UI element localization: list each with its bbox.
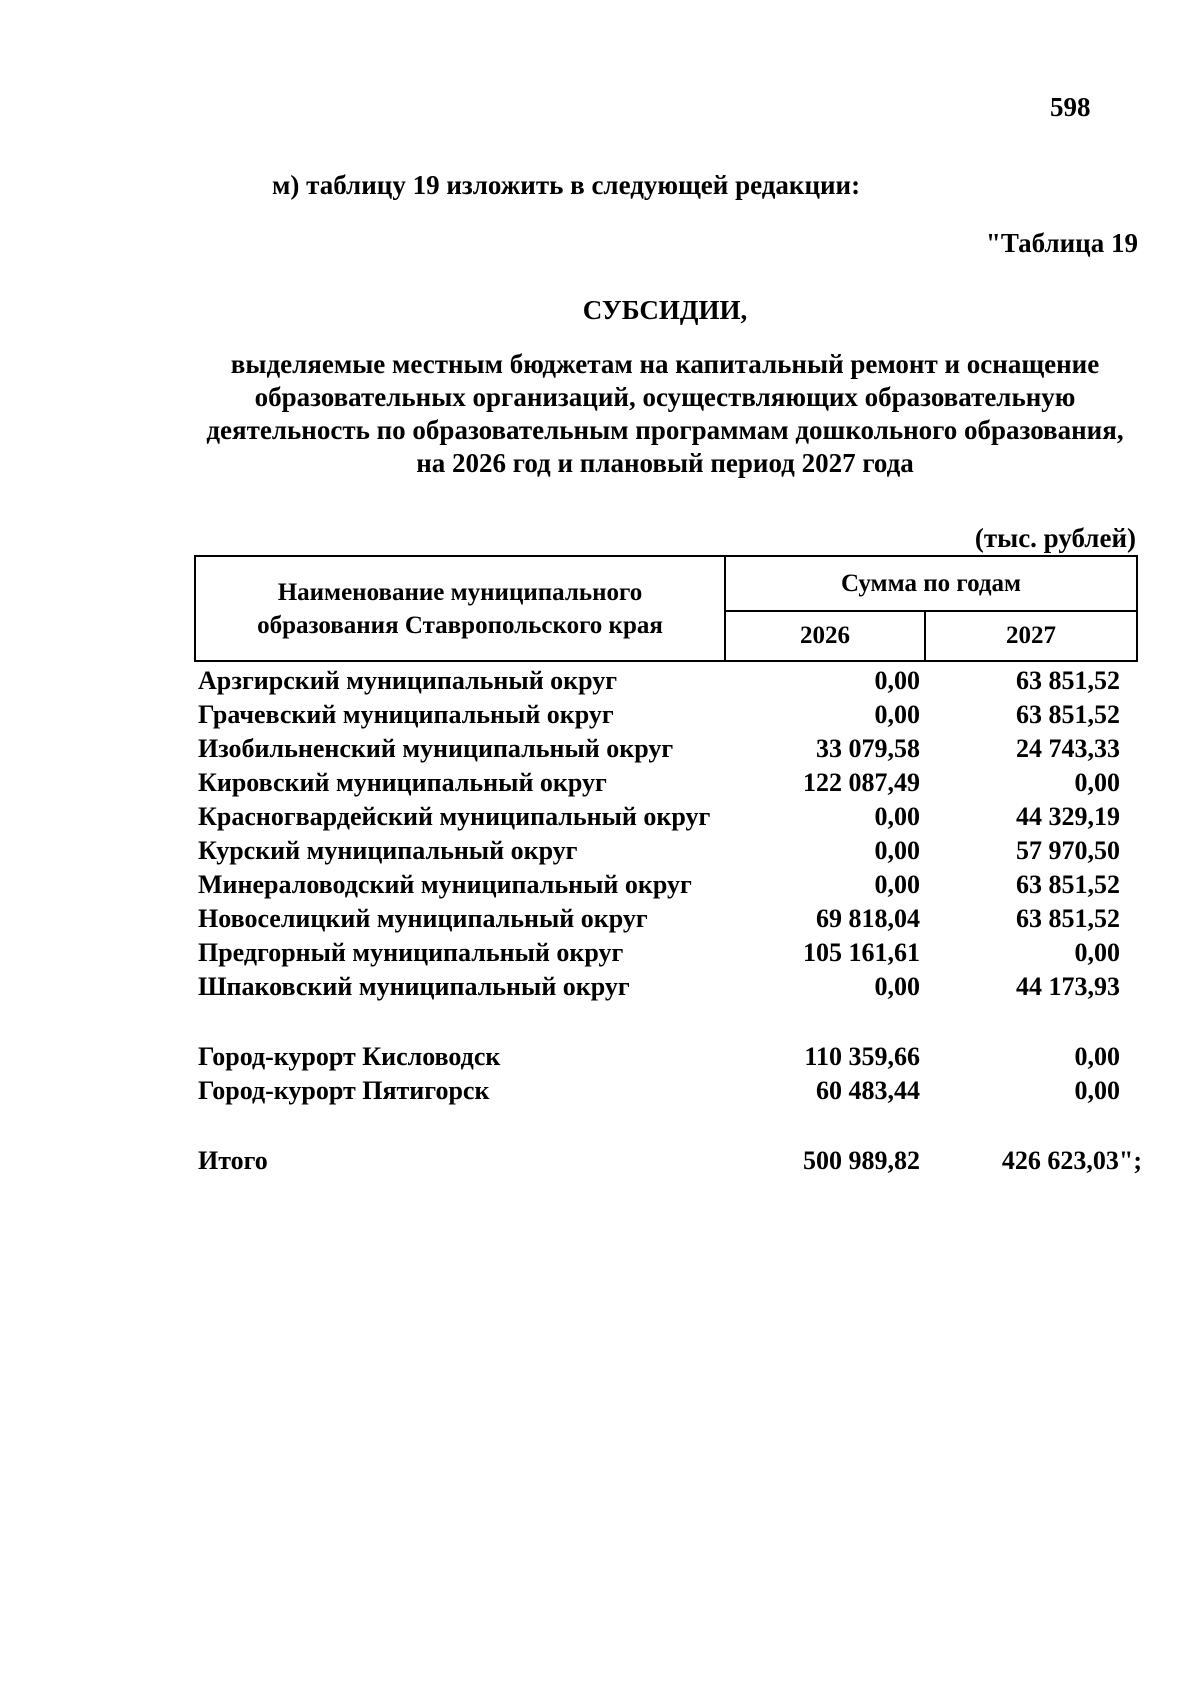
value-2026: 60 483,44 — [816, 1076, 920, 1105]
value-2027: 0,00 — [1074, 768, 1120, 797]
municipality-name: Грачевский муниципальный округ — [198, 700, 614, 729]
header-name-line: образования Ставропольского края — [257, 611, 663, 639]
municipality-name: Красногвардейский муниципальный округ — [198, 802, 711, 831]
subtitle-line: выделяемые местным бюджетам на капитальный ремонт и оснащение — [230, 349, 1100, 379]
value-2026: 0,00 — [874, 870, 920, 899]
value-2027: 24 743,33 — [1016, 734, 1120, 763]
value-2026: 69 818,04 — [816, 904, 920, 933]
value-2026: 0,00 — [874, 972, 920, 1001]
table-row — [198, 666, 1148, 700]
value-2026: 0,00 — [874, 836, 920, 865]
subtitle-line: деятельность по образовательным программам дошкольного образования, — [206, 415, 1124, 445]
header-municipality-name — [196, 557, 726, 660]
subtitle-line: образовательных организаций, осуществляющих образовательную — [254, 382, 1076, 412]
value-2027: 63 851,52 — [1016, 870, 1120, 899]
value-2027: 63 851,52 — [1016, 904, 1120, 933]
table-row — [198, 904, 1148, 938]
value-2026: 0,00 — [874, 802, 920, 831]
table-row — [198, 802, 1148, 836]
table-row — [198, 938, 1148, 972]
municipality-name: Город-курорт Кисловодск — [198, 1042, 501, 1071]
total-label: Итого — [198, 1146, 268, 1175]
value-2027: 0,00 — [1074, 1042, 1120, 1071]
table-row — [198, 870, 1148, 904]
header-year-2027: 2027 — [1006, 622, 1056, 649]
value-2026: 122 087,49 — [803, 768, 920, 797]
value-2027: 44 173,93 — [1016, 972, 1120, 1001]
municipality-name: Минераловодский муниципальный округ — [198, 870, 692, 899]
table-row — [198, 972, 1148, 1006]
units-label: (тыс. рублей) — [974, 523, 1136, 553]
municipality-name: Шпаковский муниципальный округ — [198, 972, 630, 1001]
spacer — [198, 1006, 1148, 1042]
document-subtitle — [150, 348, 1180, 480]
intro-text: м) таблицу 19 изложить в следующей редакции: — [272, 170, 861, 200]
table-row — [198, 734, 1148, 768]
table-row — [198, 768, 1148, 802]
page-number: 598 — [1050, 92, 1091, 122]
value-2026: 33 079,58 — [816, 734, 920, 763]
municipality-name: Предгорный муниципальный округ — [198, 938, 624, 967]
header-year-2026: 2026 — [726, 612, 926, 660]
table-row — [198, 1042, 1148, 1076]
municipality-name: Город-курорт Пятигорск — [198, 1076, 490, 1105]
total-2026: 500 989,82 — [803, 1146, 920, 1175]
table-header — [194, 555, 1138, 662]
total-row — [198, 1146, 1148, 1180]
municipality-name: Новоселицкий муниципальный округ — [198, 904, 648, 933]
value-2026: 105 161,61 — [803, 938, 920, 967]
value-2027: 0,00 — [1074, 938, 1120, 967]
header-sum-by-years: Сумма по годам — [726, 557, 1136, 612]
value-2027: 63 851,52 — [1016, 666, 1120, 695]
subtitle-line: на 2026 год и плановый период 2027 года — [416, 448, 914, 478]
table-row — [198, 1076, 1148, 1110]
value-2027: 63 851,52 — [1016, 700, 1120, 729]
table-body — [198, 666, 1148, 1180]
total-2027: 426 623,03"; — [1001, 1146, 1142, 1175]
table-row — [198, 836, 1148, 870]
value-2026: 0,00 — [874, 700, 920, 729]
value-2026: 0,00 — [874, 666, 920, 695]
value-2027: 57 970,50 — [1016, 836, 1120, 865]
table-row — [198, 700, 1148, 734]
municipality-name: Арзгирский муниципальный округ — [198, 666, 618, 695]
value-2027: 0,00 — [1074, 1076, 1120, 1105]
spacer — [198, 1110, 1148, 1146]
value-2026: 110 359,66 — [804, 1042, 920, 1071]
table-reference: "Таблица 19 — [985, 228, 1138, 258]
city-resorts-group — [198, 1042, 1148, 1110]
municipality-name: Изобильненский муниципальный округ — [198, 734, 674, 763]
municipal-districts-group — [198, 666, 1148, 1006]
document-title: СУБСИДИИ, — [582, 295, 748, 325]
header-name-line: Наименование муниципального — [277, 578, 643, 606]
municipality-name: Кировский муниципальный округ — [198, 768, 607, 797]
value-2027: 44 329,19 — [1016, 802, 1120, 831]
municipality-name: Курский муниципальный округ — [198, 836, 578, 865]
